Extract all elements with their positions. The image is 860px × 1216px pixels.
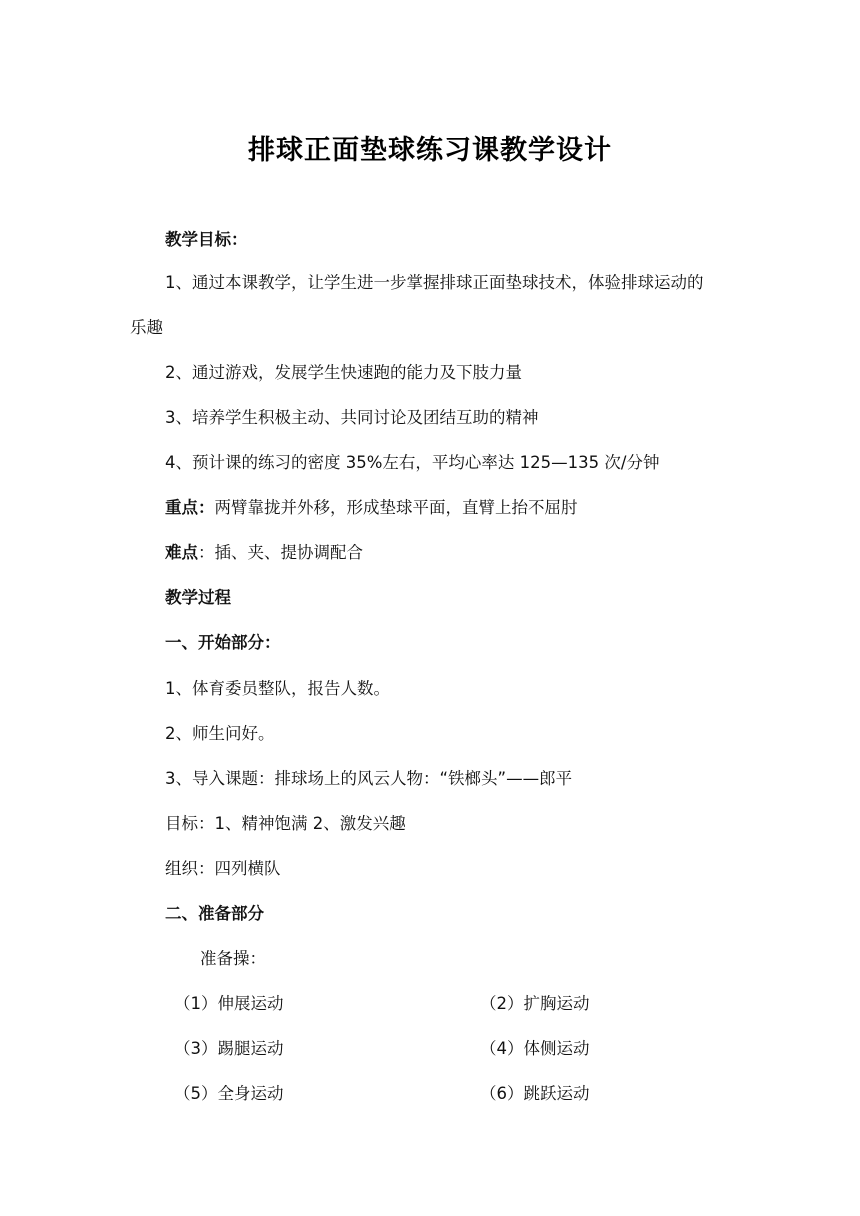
key-point-text: 两臂靠拢并外移，形成垫球平面，直臂上抬不屈肘 (214, 498, 578, 517)
prep-exercise-label: 准备操： (200, 949, 266, 968)
document-title: 排球正面垫球练习课教学设计 (248, 135, 612, 166)
difficulty-label: 难点 (165, 543, 198, 562)
part1-organization: 组织：四列横队 (165, 859, 281, 878)
exercise-2: （2）扩胸运动 (480, 994, 590, 1013)
exercise-4: （4）体侧运动 (480, 1039, 590, 1058)
part1-goal: 目标：1、精神饱满 2、激发兴趣 (165, 814, 406, 833)
part1-heading: 一、开始部分： (165, 633, 281, 652)
difficulty-text: ：插、夹、提协调配合 (198, 543, 363, 562)
part1-item-2: 2、师生问好。 (165, 724, 275, 743)
part2-heading: 二、准备部分 (165, 904, 264, 923)
exercise-5: （5）全身运动 (174, 1084, 284, 1103)
exercise-3: （3）踢腿运动 (174, 1039, 284, 1058)
objectives-heading: 教学目标： (165, 230, 248, 249)
key-point (165, 496, 578, 520)
part1-item-3: 3、导入课题：排球场上的风云人物：“铁榔头”——郎平 (165, 769, 573, 788)
objective-2: 2、通过游戏，发展学生快速跑的能力及下肢力量 (165, 363, 522, 382)
objective-1-line-2: 乐趣 (130, 318, 163, 337)
exercise-1: （1）伸展运动 (174, 994, 284, 1013)
exercise-6: （6）跳跃运动 (480, 1084, 590, 1103)
part1-item-1: 1、体育委员整队，报告人数。 (165, 679, 390, 698)
difficulty (165, 541, 363, 565)
key-point-label: 重点： (165, 498, 215, 517)
process-heading: 教学过程 (165, 588, 231, 607)
objective-4: 4、预计课的练习的密度 35%左右，平均心率达 125—135 次/分钟 (165, 453, 660, 472)
objective-1-line-1: 1、通过本课教学，让学生进一步掌握排球正面垫球技术，体验排球运动的 (165, 273, 704, 292)
objective-3: 3、培养学生积极主动、共同讨论及团结互助的精神 (165, 408, 539, 427)
